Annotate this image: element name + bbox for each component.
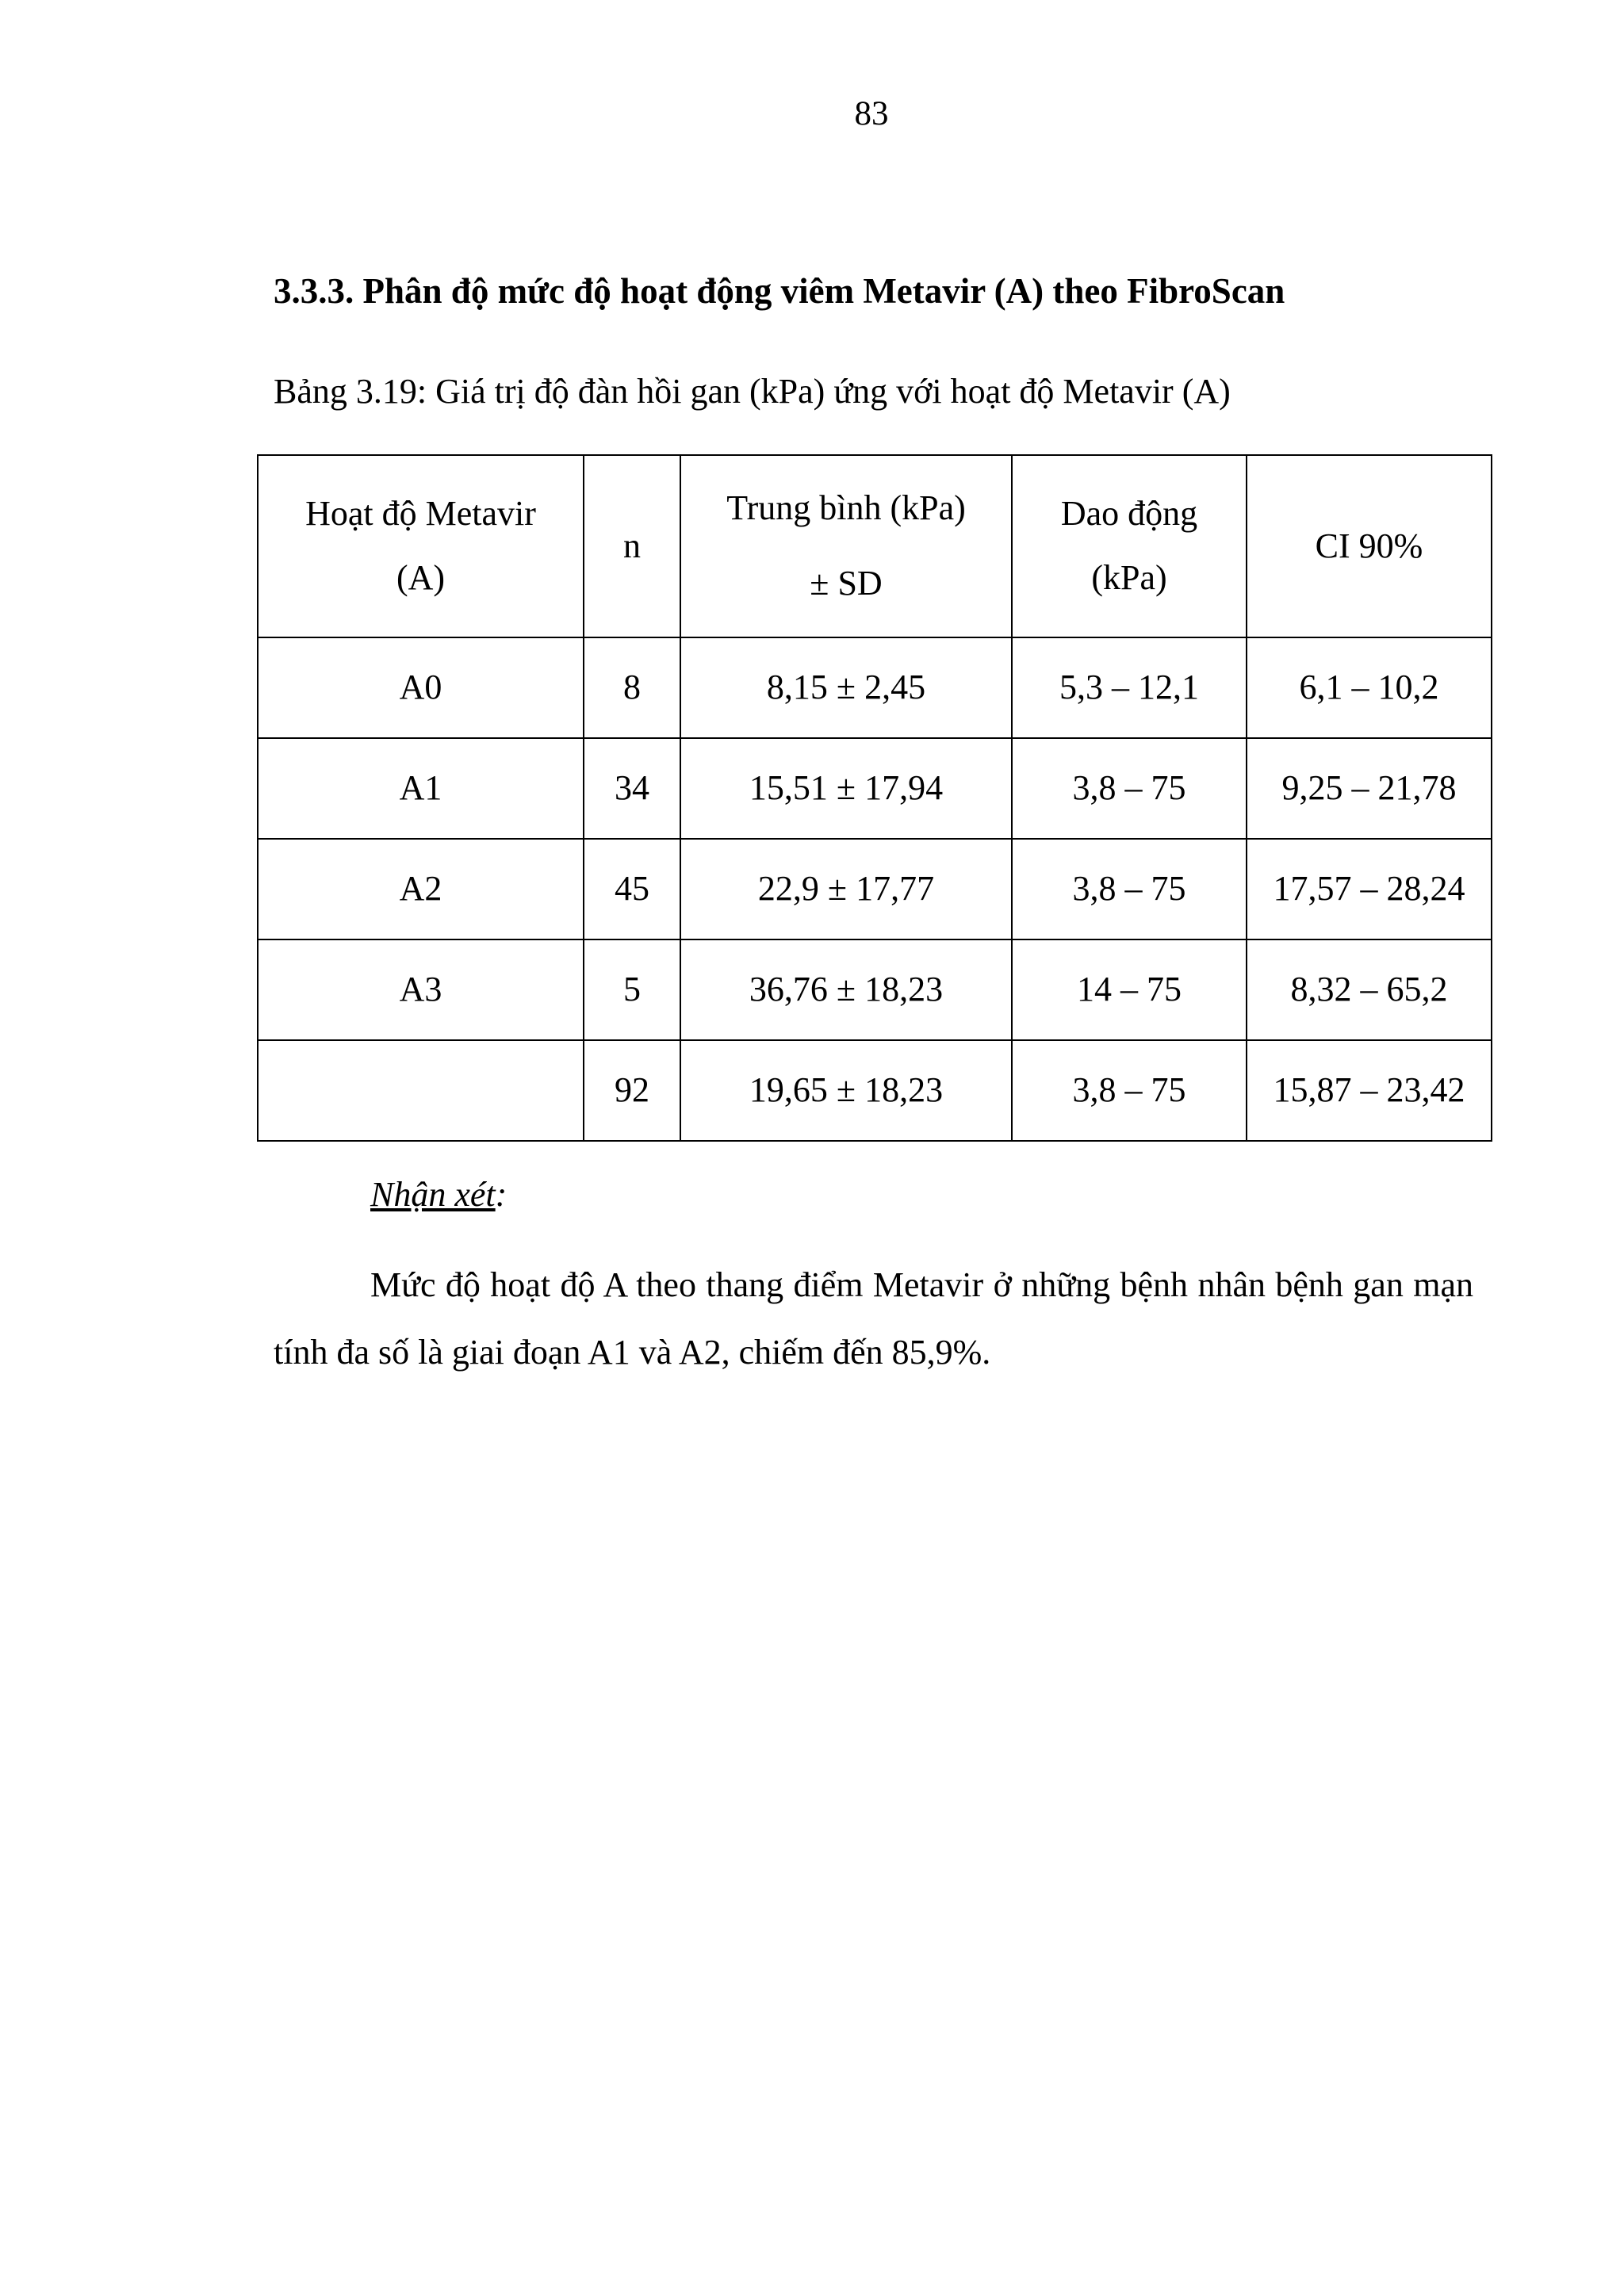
table-cell: 92 — [584, 1040, 680, 1141]
table-cell: 3,8 – 75 — [1012, 738, 1247, 839]
table-cell: 45 — [584, 839, 680, 939]
header-cell-n — [584, 455, 680, 637]
table-cell: 34 — [584, 738, 680, 839]
table-row — [258, 939, 1492, 1040]
header-cell-metavir — [258, 455, 584, 637]
header-line: n — [623, 526, 641, 565]
remark-paragraph: Mức độ hoạt độ A theo thang điểm Metavir ở những bệnh nhân bệnh gan mạn tính đa số là giai đoạn A1 và A2, chiếm đến 85,9%. — [274, 1265, 1473, 1372]
table-cell: 3,8 – 75 — [1012, 839, 1247, 939]
table-cell: 5 — [584, 939, 680, 1040]
header-line: (A) — [396, 558, 446, 597]
remark-label — [370, 1177, 507, 1212]
table-cell: 8 — [584, 637, 680, 738]
table-cell: A3 — [258, 939, 584, 1040]
table-cell: 15,87 – 23,42 — [1247, 1040, 1492, 1141]
header-line: Dao động — [1060, 494, 1198, 534]
header-line: ± SD — [810, 564, 883, 603]
table-row — [258, 839, 1492, 939]
table-cell: A0 — [258, 637, 584, 738]
data-table — [257, 454, 1492, 1142]
header-cell-mean-sd — [680, 455, 1012, 637]
header-line: Trung bình (kPa) — [726, 488, 966, 528]
table-cell: 8,15 ± 2,45 — [680, 637, 1012, 738]
table-cell: 6,1 – 10,2 — [1247, 637, 1492, 738]
table-cell: A1 — [258, 738, 584, 839]
table-cell: 9,25 – 21,78 — [1247, 738, 1492, 839]
table-cell: 36,76 ± 18,23 — [680, 939, 1012, 1040]
header-cell-ci — [1247, 455, 1492, 637]
table-cell: 3,8 – 75 — [1012, 1040, 1247, 1141]
remark-label-text: Nhận xét — [370, 1175, 496, 1214]
table-row-total — [258, 1040, 1492, 1141]
table-cell: 8,32 – 65,2 — [1247, 939, 1492, 1040]
table-cell: 19,65 ± 18,23 — [680, 1040, 1012, 1141]
header-line: CI 90% — [1315, 526, 1423, 565]
table-row — [258, 637, 1492, 738]
header-cell-range — [1012, 455, 1247, 637]
table-row — [258, 738, 1492, 839]
header-line: Hoạt độ Metavir — [305, 494, 536, 534]
section-heading: 3.3.3. Phân độ mức độ hoạt động viêm Metavir (A) theo FibroScan — [274, 271, 1285, 311]
table-cell: A2 — [258, 839, 584, 939]
table-cell — [258, 1040, 584, 1141]
table-cell: 5,3 – 12,1 — [1012, 637, 1247, 738]
header-line: (kPa) — [1091, 558, 1167, 597]
page-number: 83 — [854, 95, 889, 132]
remark-label-colon: : — [495, 1175, 508, 1214]
table-caption: Bảng 3.19: Giá trị độ đàn hồi gan (kPa) ứng với hoạt độ Metavir (A) — [274, 372, 1231, 411]
table-cell: 15,51 ± 17,94 — [680, 738, 1012, 839]
table-cell: 17,57 – 28,24 — [1247, 839, 1492, 939]
table-header-row — [258, 455, 1492, 637]
table-cell: 14 – 75 — [1012, 939, 1247, 1040]
table-cell: 22,9 ± 17,77 — [680, 839, 1012, 939]
